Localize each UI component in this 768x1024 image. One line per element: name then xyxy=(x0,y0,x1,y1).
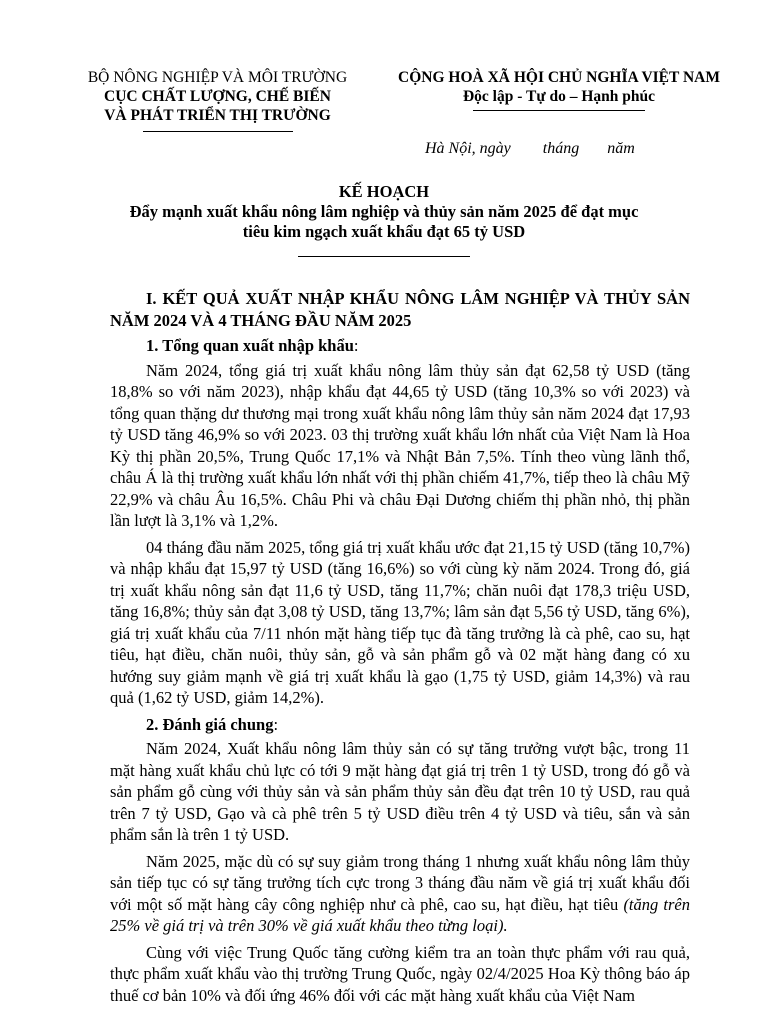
department-name-line1: CỤC CHẤT LƯỢNG, CHẾ BIẾN xyxy=(104,88,331,105)
document-title: KẾ HOẠCH xyxy=(338,182,430,201)
header-left-divider xyxy=(143,131,293,132)
national-motto: Độc lập - Tự do – Hạnh phúc xyxy=(462,88,656,105)
nation-name: CỘNG HOÀ XÃ HỘI CHỦ NGHĨA VIỆT NAM xyxy=(398,69,720,86)
subsection-heading-1-text: 1. Tổng quan xuất nhập khẩu xyxy=(146,336,354,355)
department-name-line2: VÀ PHÁT TRIỂN THỊ TRƯỜNG xyxy=(104,107,331,124)
document-subtitle-line1: Đẩy mạnh xuất khẩu nông lâm nghiệp và thủy sản năm 2025 để đạt mục xyxy=(129,202,639,221)
paragraph-3: Năm 2024, Xuất khẩu nông lâm thủy sản có sự tăng trưởng vượt bậc, trong 11 mặt hàng xuất khẩu chủ lực có tới 9 mặt hàng đạt giá trị trên 1 tỷ USD, trong đó gỗ và sản phẩm gỗ cùng với thủy sản và sản phẩm thủy sản đều đạt trên 10 tỷ USD, rau quả trên 7 tỷ USD, Gạo và cà phê trên 5 tỷ USD điều trên 4 tỷ USD và tiêu, sắn và sản phẩm sắn là trên 1 tỷ USD. xyxy=(110,739,690,844)
paragraph-5: Cùng với việc Trung Quốc tăng cường kiểm tra an toàn thực phẩm với rau quả, thực phẩm xuất khẩu vào thị trường Trung Quốc, ngày 02/4/2025 Hoa Kỳ thông báo áp thuế cơ bản 10% và đối ứng 46% đối với các mặt hàng xuất khẩu của Việt Nam xyxy=(110,942,690,1005)
document-body xyxy=(110,288,690,1011)
subsection-heading-2-colon: : xyxy=(273,714,279,734)
subsection-heading-1-colon: : xyxy=(353,336,359,355)
date-line: Hà Nội, ngày tháng năm xyxy=(425,140,635,157)
paragraph-4-italic-note: (tăng trên 25% về giá trị và trên 30% về giá xuất khẩu theo từng loại). xyxy=(110,894,690,935)
subsection-heading-2-text: 2. Đánh giá chung xyxy=(146,714,274,734)
subsection-heading-1 xyxy=(110,335,690,357)
document-title-block xyxy=(100,182,668,257)
issuing-agency-header xyxy=(70,68,365,132)
section-heading-1: I. KẾT QUẢ XUẤT NHẬP KHẨU NÔNG LÂM NGHIỆP VÀ THỦY SẢN NĂM 2024 VÀ 4 THÁNG ĐẦU NĂM 2025 xyxy=(110,289,690,330)
paragraph-4 xyxy=(110,851,690,937)
paragraph-4-text: Năm 2025, mặc dù có sự suy giảm trong tháng 1 nhưng xuất khẩu nông lâm thủy sản tiếp tục có sự tăng trưởng tích cực trong 3 tháng đầu năm về giá trị xuất khẩu đối với một số mặt hàng cây công nghiệp như cà phê, cao su, hạt điều, hạt tiêu xyxy=(110,851,690,914)
paragraph-1: Năm 2024, tổng giá trị xuất khẩu nông lâm thủy sản đạt 62,58 tỷ USD (tăng 18,8% so với năm 2023), nhập khẩu đạt 44,65 tỷ USD (tăng 10,3% so với 2023) và tổng quan thặng dư thương mại trong xuất khẩu nông lâm thủy sản năm 2024 đạt 17,93 tỷ USD tăng 46,9% so với 2023. 03 thị trường xuất khẩu lớn nhất của Việt Nam là Hoa Kỳ thị phần 20,5%, Trung Quốc 17,1% và Nhật Bản 7,5%. Tính theo vùng lãnh thổ, châu Á là thị trường xuất khẩu lớn nhất với thị phần chiếm 41,7%, tiếp theo là châu Mỹ 22,9% và châu Âu 16,5%. Châu Phi và châu Đại Dương chiếm thị phần nhỏ, thị phần lần lượt là 3,1% và 1,2%. xyxy=(110,360,690,530)
document-subtitle-line2: tiêu kim ngạch xuất khẩu đạt 65 tỷ USD xyxy=(242,222,526,241)
header-right-divider xyxy=(473,110,645,111)
national-header xyxy=(378,68,740,111)
title-divider xyxy=(298,256,470,257)
ministry-name: BỘ NÔNG NGHIỆP VÀ MÔI TRƯỜNG xyxy=(87,69,348,86)
subsection-heading-2 xyxy=(110,714,690,736)
paragraph-2: 04 tháng đầu năm 2025, tổng giá trị xuất khẩu ước đạt 21,15 tỷ USD (tăng 10,7%) và nhập khẩu đạt 15,97 tỷ USD (tăng 16,6%) so với cùng kỳ năm 2024. Trong đó, giá trị xuất khẩu nông sản đạt 11,6 tỷ USD, tăng 11,7%; chăn nuôi đạt 178,3 triệu USD, tăng 16,8%; thủy sản đạt 3,08 tỷ USD, tăng 13,7%; lâm sản đạt 5,56 tỷ USD, tăng 6%), giá trị xuất khẩu của 7/11 nhón mặt hàng tiếp tục đà tăng trưởng là cà phê, cao su, hạt tiêu, hạt điều, chăn nuôi, thủy sản, gỗ và sản phẩm gỗ và 02 mặt hàng đang có xu hướng suy giảm mạnh về giá trị xuất khẩu là gạo (1,75 tỷ USD, giảm 14,3%) và rau quả (1,62 tỷ USD, giảm 14,2%). xyxy=(110,537,690,707)
